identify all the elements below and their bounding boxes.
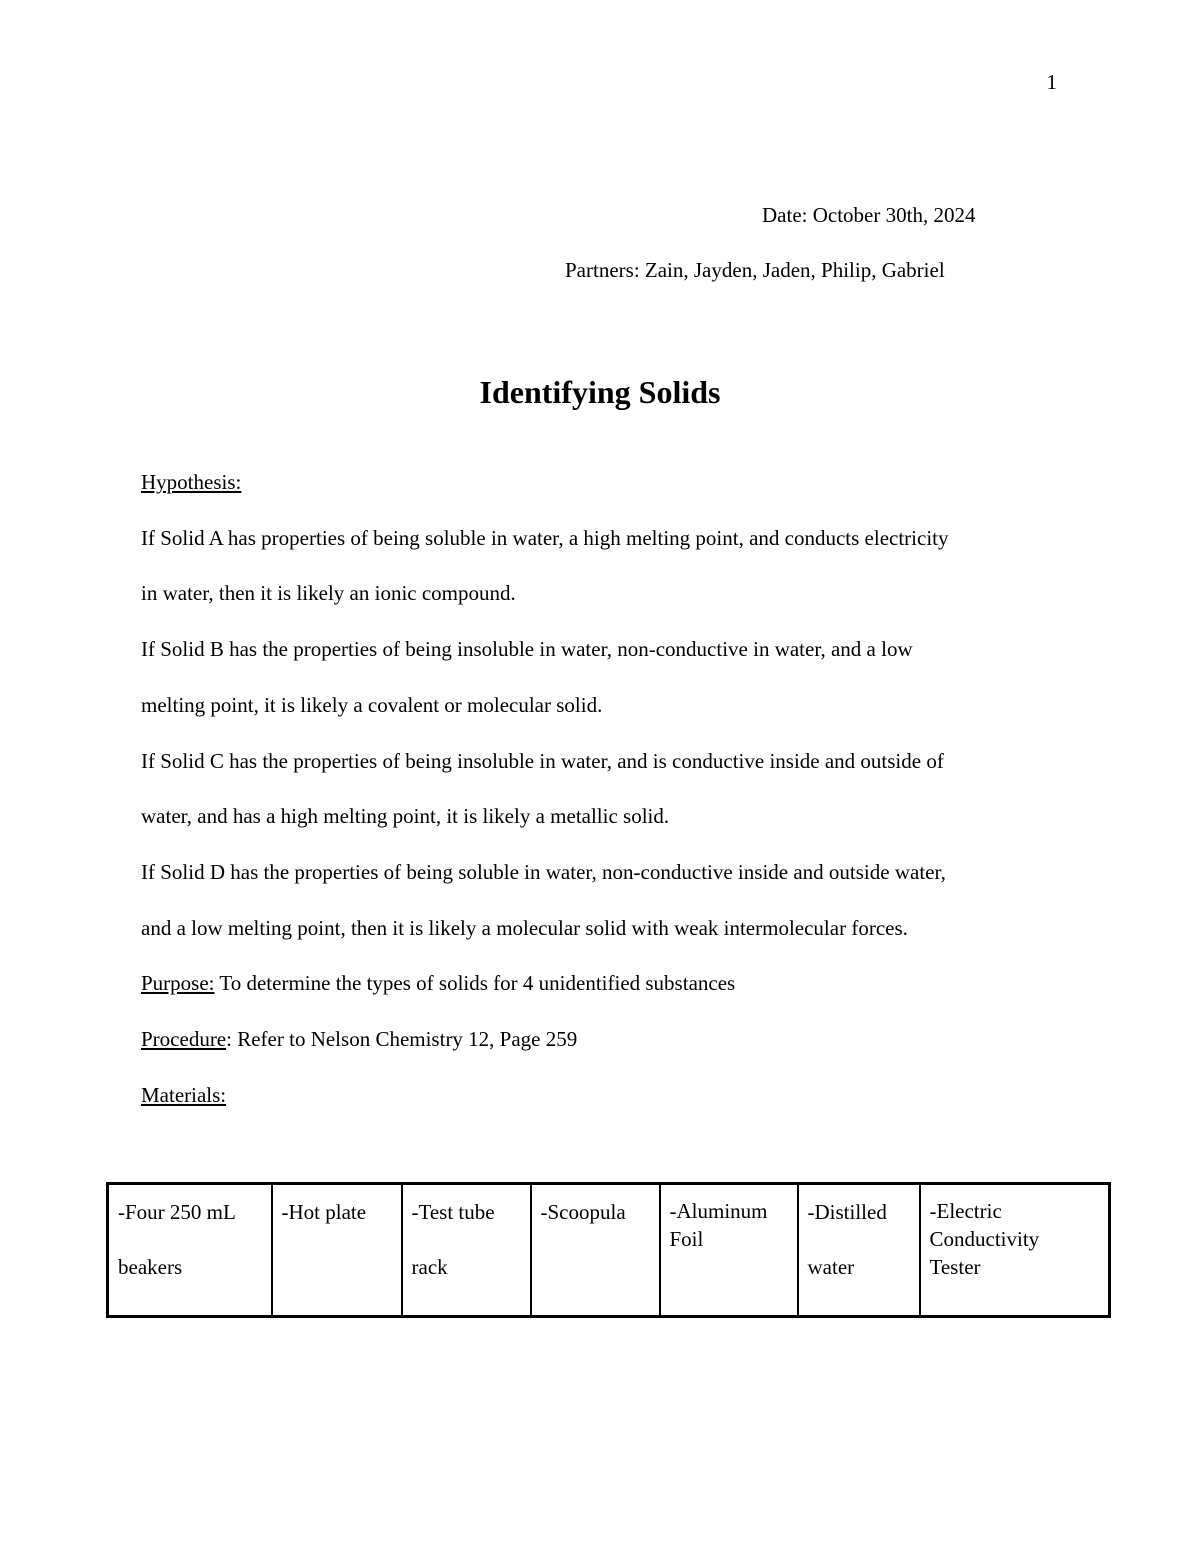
- hypothesis-line: in water, then it is likely an ionic compound.: [141, 581, 516, 606]
- hypothesis-heading: [141, 455, 1071, 511]
- hypothesis-line: water, and has a high melting point, it is likely a metallic solid.: [141, 804, 670, 829]
- document-title: Identifying Solids: [479, 374, 721, 410]
- material-text: -Four 250 mL: [118, 1200, 236, 1224]
- page-number: 1: [1046, 70, 1057, 94]
- hypothesis-line: If Solid C has the properties of being insoluble in water, and is conductive inside and outside of: [141, 748, 944, 773]
- hypothesis-line: melting point, it is likely a covalent or molecular solid.: [141, 692, 603, 717]
- material-text: -Aluminum: [669, 1199, 768, 1223]
- procedure-line: [141, 1012, 1071, 1068]
- table-row: [108, 1184, 1110, 1317]
- material-cell: [531, 1184, 660, 1317]
- hypothesis-line: and a low melting point, then it is likely a molecular solid with weak intermolecular forces.: [141, 915, 908, 940]
- material-cell: [108, 1184, 272, 1317]
- hypothesis-label: Hypothesis:: [141, 470, 242, 494]
- material-text: -Electric: [929, 1199, 1002, 1223]
- materials-heading: [141, 1068, 1071, 1124]
- procedure-label: Procedure: [141, 1027, 227, 1052]
- material-cell: [920, 1184, 1110, 1317]
- material-text: -Scoopula: [540, 1200, 626, 1224]
- purpose-label: Purpose:: [141, 971, 215, 996]
- material-cell: [402, 1184, 531, 1317]
- document-body: [141, 455, 1071, 1123]
- material-cell: [660, 1184, 798, 1317]
- purpose-line: [141, 956, 1071, 1012]
- purpose-text: To determine the types of solids for 4 unidentified substances: [214, 971, 736, 996]
- partners-line: Partners: Zain, Jayden, Jaden, Philip, Gabriel: [565, 258, 945, 282]
- materials-table: [106, 1182, 1111, 1318]
- material-text: Foil: [669, 1227, 704, 1251]
- material-text: -Distilled: [807, 1200, 887, 1224]
- material-text: -Test tube: [411, 1200, 495, 1224]
- hypothesis-line: If Solid A has properties of being soluble in water, a high melting point, and conducts electricity: [141, 525, 949, 550]
- material-cell: [272, 1184, 402, 1317]
- procedure-text: : Refer to Nelson Chemistry 12, Page 259: [226, 1027, 578, 1052]
- date-line: Date: October 30th, 2024: [762, 203, 976, 227]
- material-text: Conductivity: [929, 1227, 1040, 1251]
- material-text: beakers: [118, 1255, 183, 1279]
- material-text: rack: [411, 1255, 448, 1279]
- material-text: -Hot plate: [281, 1200, 367, 1224]
- hypothesis-line: If Solid D has the properties of being soluble in water, non-conductive inside and outside water,: [141, 859, 946, 884]
- material-cell: [798, 1184, 920, 1317]
- hypothesis-line: If Solid B has the properties of being insoluble in water, non-conductive in water, and a low: [141, 637, 913, 662]
- material-text: Tester: [929, 1255, 981, 1279]
- material-text: water: [807, 1255, 855, 1279]
- materials-label: Materials:: [141, 1082, 227, 1107]
